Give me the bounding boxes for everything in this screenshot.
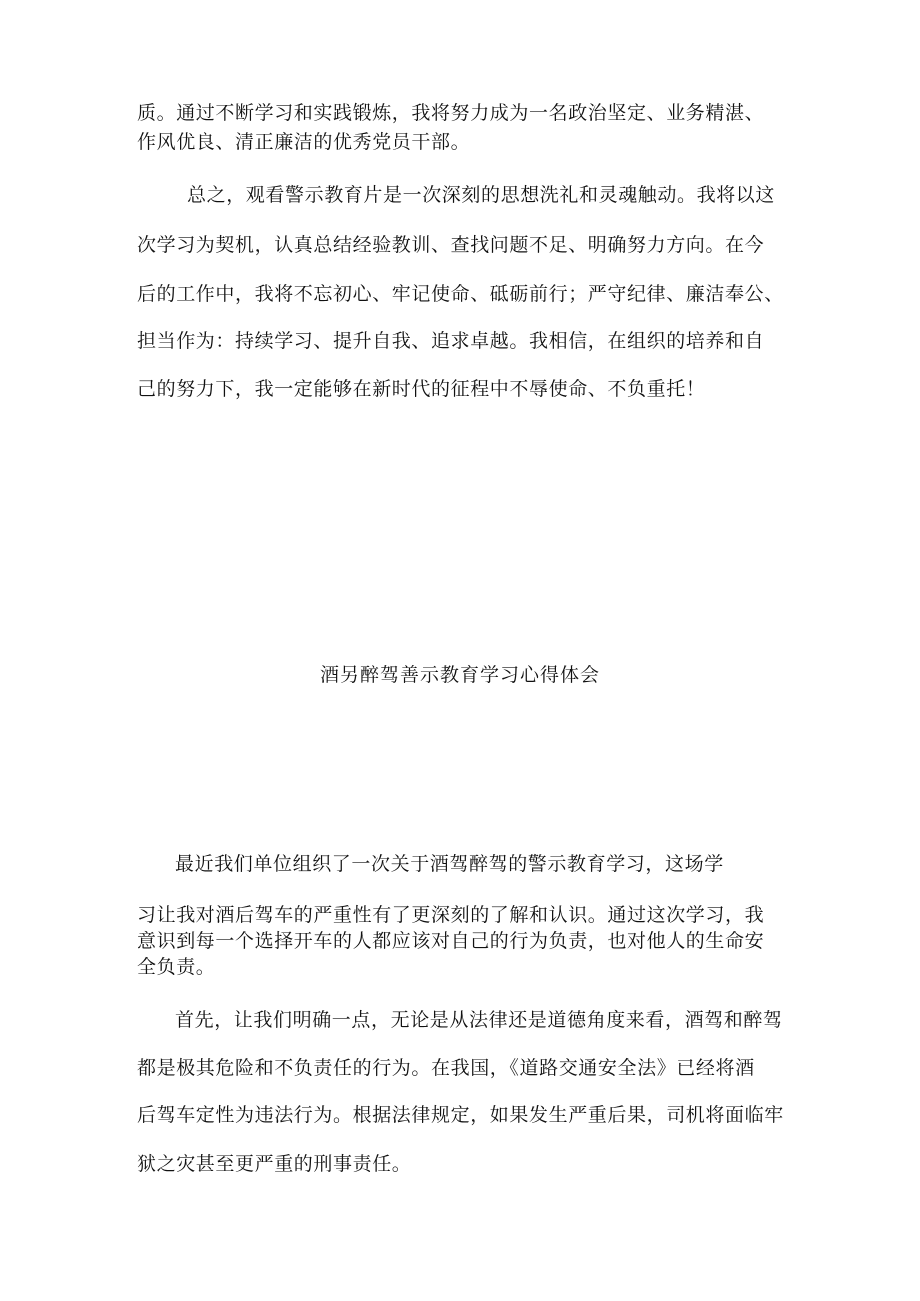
paragraph-line: 都是极其危险和不负责任的行为。在我国，《道路交通安全法》已经将酒 <box>137 1057 755 1079</box>
paragraph-line: 最近我们单位组织了一次关于酒驾醉驾的警示教育学习，这场学 <box>175 853 724 875</box>
paragraph-line: 己的努力下，我一定能够在新时代的征程中不辱使命、不负重托！ <box>137 378 706 400</box>
document-title: 酒另醉驾善示教育学习心得体会 <box>319 664 600 686</box>
paragraph-line: 质。通过不断学习和实践锻炼，我将努力成为一名政治坚定、业务精湛、 <box>137 102 765 124</box>
paragraph-line: 狱之灾甚至更严重的刑事责任。 <box>137 1153 412 1175</box>
paragraph-line: 次学习为契机，认真总结经验教训、查找问题不足、明确努力方向。在今 <box>137 234 765 256</box>
paragraph-line: 总之，观看警示教育片是一次深刻的思想洗礼和灵魂触动。我将以这 <box>187 184 776 206</box>
paragraph-line: 首先，让我们明确一点，无论是从法律还是道德角度来看，酒驾和醉驾 <box>175 1009 783 1031</box>
paragraph-line: 后驾车定性为违法行为。根据法律规定，如果发生严重后果，司机将面临牢 <box>137 1104 784 1126</box>
paragraph-line: 全负责。 <box>137 956 216 978</box>
paragraph-line: 后的工作中，我将不忘初心、牢记使命、砥砺前行；严守纪律、廉洁奉公、 <box>137 283 784 305</box>
paragraph-line: 习让我对酒后驾车的严重性有了更深刻的了解和认识。通过这次学习，我 <box>137 904 765 926</box>
paragraph-line: 担当作为：持续学习、提升自我、追求卓越。我相信，在组织的培养和自 <box>137 330 765 352</box>
paragraph-line: 作风优良、清正廉洁的优秀党员干部。 <box>137 131 471 153</box>
paragraph-line: 意识到每一个选择开车的人都应该对自己的行为负责，也对他人的生命安 <box>137 930 765 952</box>
